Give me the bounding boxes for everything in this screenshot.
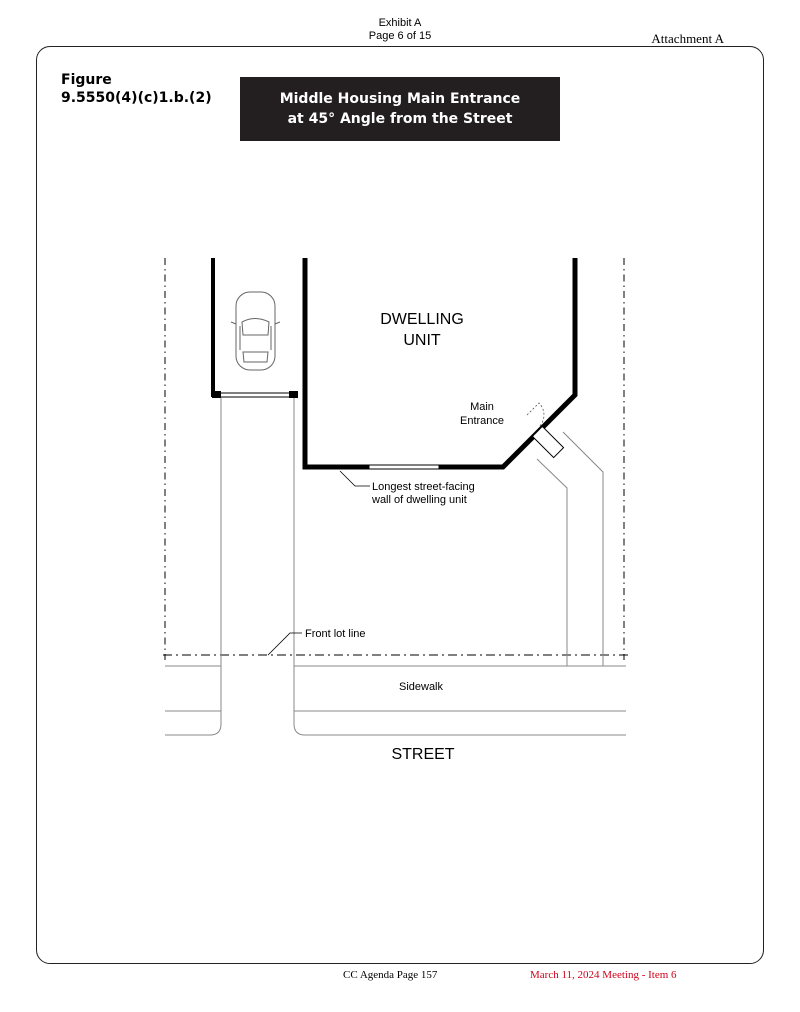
garage-wall [213,258,221,395]
entrance-stoop [532,426,563,457]
wall-leader-line [340,471,370,486]
garage-post-right [289,391,298,398]
front-lot-line-label: Front lot line [305,628,366,640]
figure-label-number: 9.5550(4)(c)1.b.(2) [61,90,212,106]
driveway-edge-left [165,398,221,735]
exhibit-label: Exhibit A [378,17,422,29]
main-entrance-label-line1: Main [470,401,494,413]
sidewalk-label: Sidewalk [398,681,444,693]
wall-label-line1: Longest street-facing [372,481,475,493]
walkway-edge-left [537,459,567,666]
street-label: STREET [391,746,455,763]
front-wall-window [369,465,439,469]
garage-post-left [212,391,221,398]
dwelling-unit-label-line2: UNIT [403,332,441,349]
door-swing-arc [527,403,544,427]
agenda-page: CC Agenda Page 157 [343,969,438,981]
dwelling-unit-label-line1: DWELLING [380,311,464,328]
page-number: Page 6 of 15 [368,30,432,42]
wall-label-line2: wall of dwelling unit [372,494,467,506]
front-lot-line-leader [268,633,302,655]
meeting-item: March 11, 2024 Meeting - Item 6 [530,969,677,981]
figure-title-line1: Middle Housing Main Entrance [279,91,521,107]
walkway-edge-right [563,432,603,666]
figure-label-word: Figure [61,72,112,88]
driveway-edge-right [294,398,626,735]
figure-title-line2: at 45° Angle from the Street [287,111,513,127]
main-entrance-label-line2: Entrance [459,415,505,427]
car-icon [231,292,280,370]
attachment-label: Attachment A [651,31,724,46]
